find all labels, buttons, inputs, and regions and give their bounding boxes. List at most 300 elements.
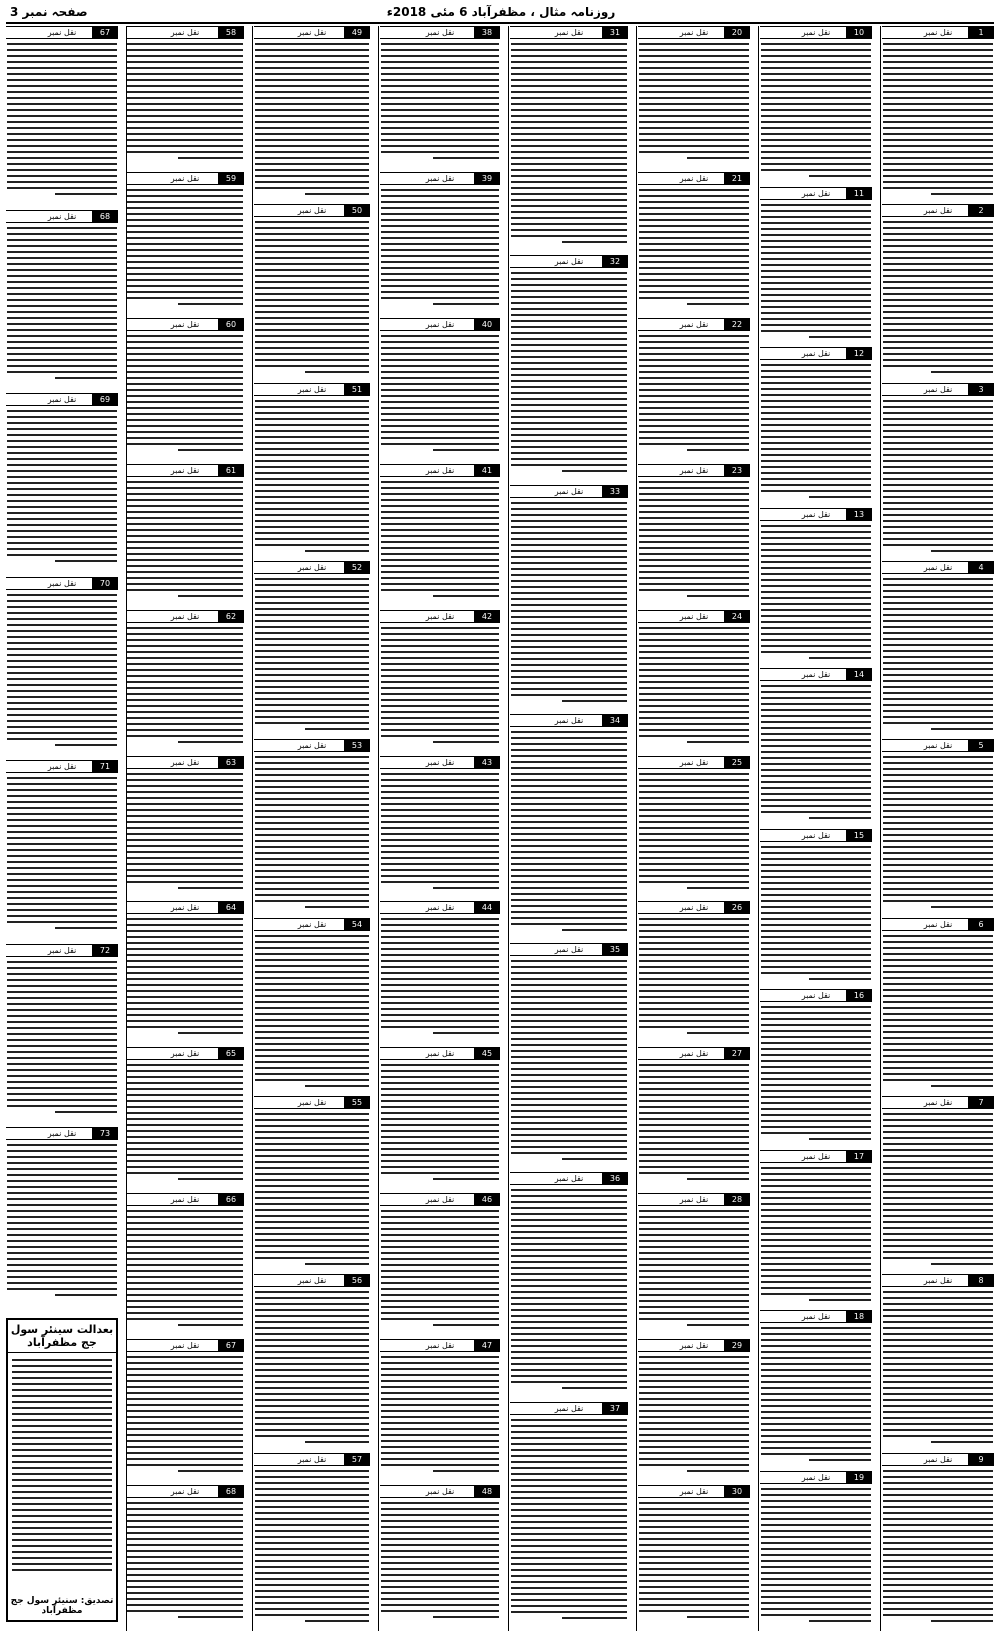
notice-body-text bbox=[638, 769, 750, 889]
notice-body-text bbox=[510, 1415, 628, 1619]
notice-label: نقل نمبر bbox=[923, 28, 953, 37]
notice-block bbox=[126, 464, 244, 607]
notice-body-text bbox=[760, 1163, 872, 1301]
notice-body-text bbox=[126, 39, 244, 159]
notice-number: 9 bbox=[968, 1454, 994, 1465]
notice-label: نقل نمبر bbox=[923, 206, 953, 216]
notice-number: 2 bbox=[968, 205, 994, 216]
notice-body-text bbox=[254, 1466, 370, 1622]
notice-body-text bbox=[254, 39, 370, 195]
notice-body-text bbox=[126, 1206, 244, 1326]
notice-label: نقل نمبر bbox=[297, 1454, 327, 1464]
notice-header bbox=[760, 1150, 872, 1163]
notice-header bbox=[510, 1402, 628, 1415]
notice-number: 29 bbox=[724, 1340, 750, 1351]
column-2 bbox=[760, 26, 872, 1631]
notice-header bbox=[254, 1453, 370, 1466]
notice-label: نقل نمبر bbox=[923, 384, 953, 394]
column-rule bbox=[252, 26, 253, 1631]
notice-body-text bbox=[126, 1498, 244, 1618]
notice-body-text bbox=[760, 1002, 872, 1140]
notice-body-text bbox=[380, 1352, 500, 1472]
notice-label: نقل نمبر bbox=[554, 257, 584, 267]
notice-header bbox=[380, 1485, 500, 1498]
notice-block bbox=[380, 26, 500, 169]
notice-body-text bbox=[126, 914, 244, 1034]
notice-label: نقل نمبر bbox=[425, 611, 455, 621]
notice-body-text bbox=[882, 574, 994, 730]
notice-block bbox=[638, 756, 750, 899]
notice-header bbox=[254, 26, 370, 39]
notice-header bbox=[6, 210, 118, 223]
notice-number: 4 bbox=[968, 562, 994, 573]
notice-block bbox=[638, 26, 750, 169]
notice-header bbox=[380, 464, 500, 477]
notice-label: نقل نمبر bbox=[170, 173, 200, 183]
notice-body-text bbox=[380, 477, 500, 597]
notice-number: 21 bbox=[724, 173, 750, 184]
notice-label: نقل نمبر bbox=[679, 611, 709, 621]
notice-label: نقل نمبر bbox=[170, 611, 200, 621]
notice-body-text bbox=[6, 1140, 118, 1296]
masthead-title: روزنامہ مثال ، مظفرآباد 6 مئی 2018ء bbox=[386, 5, 616, 19]
notice-block bbox=[510, 943, 628, 1169]
notice-body-text bbox=[882, 1466, 994, 1622]
notice-block bbox=[254, 739, 370, 914]
notice-number: 18 bbox=[846, 1311, 872, 1322]
notice-number: 63 bbox=[218, 757, 244, 768]
notice-block bbox=[638, 464, 750, 607]
notice-body-text bbox=[254, 217, 370, 373]
notice-block bbox=[638, 1193, 750, 1336]
column-rule bbox=[880, 26, 881, 1631]
notice-header bbox=[254, 739, 370, 752]
notice-block bbox=[882, 561, 994, 736]
notice-label: نقل نمبر bbox=[679, 903, 709, 913]
notice-block bbox=[254, 1096, 370, 1271]
notice-body-text bbox=[638, 1352, 750, 1472]
notice-header bbox=[638, 318, 750, 331]
notice-block bbox=[760, 508, 872, 666]
notice-header bbox=[760, 989, 872, 1002]
notice-header bbox=[380, 1193, 500, 1206]
notice-number: 17 bbox=[846, 1151, 872, 1162]
notice-block bbox=[380, 172, 500, 315]
notice-block bbox=[760, 989, 872, 1147]
notice-body-text bbox=[882, 217, 994, 373]
notice-label: نقل نمبر bbox=[425, 1195, 455, 1205]
column-3 bbox=[638, 26, 750, 1631]
notice-label: نقل نمبر bbox=[47, 395, 77, 405]
notice-block bbox=[380, 318, 500, 461]
notice-header bbox=[882, 561, 994, 574]
notice-header bbox=[510, 26, 628, 39]
notice-header bbox=[6, 393, 118, 406]
notice-block bbox=[6, 393, 118, 574]
notice-block bbox=[882, 739, 994, 914]
notice-label: نقل نمبر bbox=[47, 578, 77, 588]
page-number: صفحہ نمبر 3 bbox=[10, 5, 88, 19]
notice-block bbox=[254, 26, 370, 201]
notice-number: 49 bbox=[344, 27, 370, 38]
notice-number: 25 bbox=[724, 757, 750, 768]
notice-block bbox=[882, 1453, 994, 1628]
notice-block bbox=[6, 1127, 118, 1308]
notice-block bbox=[760, 187, 872, 345]
notice-label: نقل نمبر bbox=[923, 1454, 953, 1464]
notice-number: 13 bbox=[846, 509, 872, 520]
notice-block bbox=[760, 829, 872, 987]
notice-block bbox=[510, 1172, 628, 1398]
notice-body-text bbox=[254, 396, 370, 552]
notice-body-text bbox=[760, 842, 872, 980]
notice-body-text bbox=[882, 39, 994, 195]
notice-body-text bbox=[638, 39, 750, 159]
notice-label: نقل نمبر bbox=[679, 1195, 709, 1205]
notice-body-text bbox=[638, 623, 750, 743]
column-rule bbox=[378, 26, 379, 1631]
notice-block bbox=[882, 204, 994, 379]
notice-header bbox=[510, 1172, 628, 1185]
notice-label: نقل نمبر bbox=[801, 1472, 831, 1482]
notice-header bbox=[638, 610, 750, 623]
notice-header bbox=[882, 1453, 994, 1466]
notice-header bbox=[126, 172, 244, 185]
notice-block bbox=[126, 172, 244, 315]
notice-label: نقل نمبر bbox=[801, 1312, 831, 1321]
court-notice-signature: تصدیق: سنیئر سول جج مظفرآباد bbox=[10, 1596, 114, 1616]
notice-label: نقل نمبر bbox=[679, 173, 709, 183]
notice-header bbox=[760, 187, 872, 200]
notice-block bbox=[760, 668, 872, 826]
notice-header bbox=[760, 668, 872, 681]
notice-label: نقل نمبر bbox=[425, 757, 455, 767]
notice-header bbox=[254, 1096, 370, 1109]
notice-label: نقل نمبر bbox=[801, 28, 831, 37]
notice-body-text bbox=[380, 331, 500, 451]
notice-body-text bbox=[510, 956, 628, 1160]
notice-body-text bbox=[510, 498, 628, 702]
notice-label: نقل نمبر bbox=[923, 919, 953, 929]
notice-number: 10 bbox=[846, 27, 872, 38]
notice-number: 24 bbox=[724, 611, 750, 622]
notice-header bbox=[760, 26, 872, 39]
notice-label: نقل نمبر bbox=[297, 384, 327, 394]
notice-block bbox=[510, 485, 628, 711]
notice-body-text bbox=[126, 623, 244, 743]
notice-body-text bbox=[760, 39, 872, 177]
notice-number: 47 bbox=[474, 1340, 500, 1351]
notice-number: 58 bbox=[218, 27, 244, 38]
notice-number: 3 bbox=[968, 384, 994, 395]
notice-body-text bbox=[638, 477, 750, 597]
notice-label: نقل نمبر bbox=[679, 465, 709, 475]
notice-number: 64 bbox=[218, 902, 244, 913]
notice-label: نقل نمبر bbox=[170, 757, 200, 767]
notice-label: نقل نمبر bbox=[554, 486, 584, 496]
notice-header bbox=[882, 26, 994, 39]
notice-label: نقل نمبر bbox=[554, 1403, 584, 1413]
notice-block bbox=[6, 26, 118, 207]
notice-number: 44 bbox=[474, 902, 500, 913]
notice-header bbox=[638, 1047, 750, 1060]
notice-number: 1 bbox=[968, 27, 994, 38]
notice-body-text bbox=[760, 1323, 872, 1461]
notice-header bbox=[126, 1193, 244, 1206]
notice-number: 34 bbox=[602, 715, 628, 726]
notice-label: نقل نمبر bbox=[297, 206, 327, 216]
notice-number: 68 bbox=[218, 1486, 244, 1497]
notice-number: 16 bbox=[846, 990, 872, 1001]
notice-number: 48 bbox=[474, 1486, 500, 1497]
notice-label: نقل نمبر bbox=[170, 1049, 200, 1059]
notice-label: نقل نمبر bbox=[47, 211, 77, 221]
notice-block bbox=[882, 918, 994, 1093]
notice-number: 70 bbox=[92, 578, 118, 589]
notice-body-text bbox=[126, 185, 244, 305]
notice-block bbox=[638, 318, 750, 461]
notice-number: 23 bbox=[724, 465, 750, 476]
notice-label: نقل نمبر bbox=[679, 757, 709, 767]
notice-header bbox=[6, 944, 118, 957]
notice-header bbox=[638, 1339, 750, 1352]
notice-label: نقل نمبر bbox=[923, 741, 953, 751]
notice-label: نقل نمبر bbox=[297, 1098, 327, 1107]
notice-block bbox=[6, 577, 118, 758]
notice-header bbox=[760, 347, 872, 360]
notice-body-text bbox=[254, 931, 370, 1087]
notice-header bbox=[760, 1471, 872, 1484]
notice-block bbox=[760, 1150, 872, 1308]
notice-header bbox=[6, 1127, 118, 1140]
notice-body-text bbox=[126, 477, 244, 597]
notice-label: نقل نمبر bbox=[679, 319, 709, 329]
notice-number: 65 bbox=[218, 1048, 244, 1059]
notice-block bbox=[126, 901, 244, 1044]
notice-number: 37 bbox=[602, 1403, 628, 1414]
notice-header bbox=[638, 901, 750, 914]
notice-block bbox=[126, 318, 244, 461]
notice-header bbox=[510, 485, 628, 498]
notice-header bbox=[380, 901, 500, 914]
notice-header bbox=[380, 756, 500, 769]
notice-header bbox=[882, 383, 994, 396]
notice-header bbox=[6, 26, 118, 39]
notice-header bbox=[126, 1339, 244, 1352]
notice-body-text bbox=[380, 914, 500, 1034]
notice-label: نقل نمبر bbox=[297, 28, 327, 37]
notice-body-text bbox=[510, 1185, 628, 1389]
court-notice-body bbox=[8, 1353, 116, 1581]
notice-block bbox=[380, 1193, 500, 1336]
notice-number: 53 bbox=[344, 740, 370, 751]
notice-number: 7 bbox=[968, 1097, 994, 1108]
notice-label: نقل نمبر bbox=[170, 1195, 200, 1205]
notice-block bbox=[6, 760, 118, 941]
notice-block bbox=[882, 1274, 994, 1449]
notice-block bbox=[126, 26, 244, 169]
notice-number: 69 bbox=[92, 394, 118, 405]
notice-label: نقل نمبر bbox=[801, 991, 831, 1000]
notice-label: نقل نمبر bbox=[297, 741, 327, 751]
notice-number: 52 bbox=[344, 562, 370, 573]
notice-header bbox=[638, 26, 750, 39]
notice-header bbox=[510, 714, 628, 727]
notice-label: نقل نمبر bbox=[801, 1151, 831, 1161]
notice-block bbox=[760, 347, 872, 505]
notice-block bbox=[254, 204, 370, 379]
notice-header bbox=[380, 26, 500, 39]
notice-body-text bbox=[254, 574, 370, 730]
notice-block bbox=[380, 610, 500, 753]
notice-body-text bbox=[380, 1206, 500, 1326]
notice-block bbox=[510, 714, 628, 940]
notice-body-text bbox=[6, 773, 118, 929]
notice-number: 41 bbox=[474, 465, 500, 476]
notice-block bbox=[254, 1453, 370, 1628]
notice-number: 11 bbox=[846, 188, 872, 199]
notice-number: 33 bbox=[602, 486, 628, 497]
notice-block bbox=[254, 1274, 370, 1449]
notice-header bbox=[760, 508, 872, 521]
notice-body-text bbox=[760, 681, 872, 819]
notice-label: نقل نمبر bbox=[425, 173, 455, 183]
notice-block bbox=[254, 383, 370, 558]
notice-label: نقل نمبر bbox=[47, 28, 77, 37]
notice-number: 31 bbox=[602, 27, 628, 38]
notice-label: نقل نمبر bbox=[801, 830, 831, 840]
notice-block bbox=[638, 1339, 750, 1482]
notice-number: 38 bbox=[474, 27, 500, 38]
notice-body-text bbox=[126, 1060, 244, 1180]
notice-number: 14 bbox=[846, 669, 872, 680]
notice-body-text bbox=[760, 200, 872, 338]
notice-label: نقل نمبر bbox=[170, 1487, 200, 1497]
notice-body-text bbox=[760, 360, 872, 498]
notice-header bbox=[254, 383, 370, 396]
notice-block bbox=[380, 1047, 500, 1190]
notice-number: 54 bbox=[344, 919, 370, 930]
notice-label: نقل نمبر bbox=[425, 1049, 455, 1059]
notice-block bbox=[638, 172, 750, 315]
notice-label: نقل نمبر bbox=[170, 903, 200, 913]
notice-body-text bbox=[6, 39, 118, 195]
notice-label: نقل نمبر bbox=[297, 1276, 327, 1286]
notice-block bbox=[638, 901, 750, 1044]
notice-label: نقل نمبر bbox=[425, 28, 455, 37]
notice-header bbox=[760, 829, 872, 842]
notice-number: 67 bbox=[218, 1340, 244, 1351]
notice-number: 55 bbox=[344, 1097, 370, 1108]
notice-number: 51 bbox=[344, 384, 370, 395]
notice-header bbox=[510, 255, 628, 268]
notice-label: نقل نمبر bbox=[170, 1341, 200, 1351]
notice-header bbox=[882, 918, 994, 931]
notice-body-text bbox=[510, 727, 628, 931]
column-4 bbox=[510, 26, 628, 1631]
notice-number: 68 bbox=[92, 211, 118, 222]
notice-label: نقل نمبر bbox=[679, 1487, 709, 1497]
notice-number: 12 bbox=[846, 348, 872, 359]
notice-label: نقل نمبر bbox=[554, 715, 584, 725]
notice-header bbox=[6, 577, 118, 590]
notice-block bbox=[126, 610, 244, 753]
notice-body-text bbox=[882, 1287, 994, 1443]
notice-label: نقل نمبر bbox=[554, 1174, 584, 1184]
notice-header bbox=[254, 561, 370, 574]
column-1 bbox=[882, 26, 994, 1631]
column-rule bbox=[508, 26, 509, 1631]
notice-body-text bbox=[638, 1060, 750, 1180]
notice-body-text bbox=[638, 331, 750, 451]
notice-label: نقل نمبر bbox=[425, 903, 455, 913]
notice-number: 62 bbox=[218, 611, 244, 622]
notice-number: 59 bbox=[218, 173, 244, 184]
notice-block bbox=[638, 1485, 750, 1628]
notice-number: 5 bbox=[968, 740, 994, 751]
notice-body-text bbox=[126, 1352, 244, 1472]
notice-header bbox=[380, 1047, 500, 1060]
notice-number: 20 bbox=[724, 27, 750, 38]
notice-header bbox=[380, 318, 500, 331]
notice-block bbox=[510, 255, 628, 481]
newspaper-page bbox=[6, 4, 994, 1631]
notice-number: 32 bbox=[602, 256, 628, 267]
notice-block bbox=[882, 1096, 994, 1271]
notice-header bbox=[380, 172, 500, 185]
notice-header bbox=[380, 1339, 500, 1352]
notice-number: 60 bbox=[218, 319, 244, 330]
column-5 bbox=[380, 26, 500, 1631]
column-7 bbox=[126, 26, 244, 1631]
notice-header bbox=[638, 756, 750, 769]
notice-header bbox=[380, 610, 500, 623]
notice-body-text bbox=[6, 590, 118, 746]
notice-header bbox=[882, 204, 994, 217]
notice-label: نقل نمبر bbox=[425, 1341, 455, 1351]
notice-number: 39 bbox=[474, 173, 500, 184]
notice-number: 46 bbox=[474, 1194, 500, 1205]
notice-number: 45 bbox=[474, 1048, 500, 1059]
notice-block bbox=[510, 1402, 628, 1628]
notice-number: 72 bbox=[92, 945, 118, 956]
notice-number: 30 bbox=[724, 1486, 750, 1497]
notice-header bbox=[638, 1193, 750, 1206]
notice-block bbox=[638, 610, 750, 753]
notice-block bbox=[510, 26, 628, 252]
notice-label: نقل نمبر bbox=[47, 1129, 77, 1139]
notice-label: نقل نمبر bbox=[170, 28, 200, 37]
notice-number: 50 bbox=[344, 205, 370, 216]
notice-body-text bbox=[380, 769, 500, 889]
notice-body-text bbox=[882, 931, 994, 1087]
notice-body-text bbox=[380, 185, 500, 305]
notice-label: نقل نمبر bbox=[801, 349, 831, 358]
notice-block bbox=[254, 918, 370, 1093]
notice-label: نقل نمبر bbox=[801, 188, 831, 198]
notice-number: 19 bbox=[846, 1472, 872, 1483]
notice-number: 36 bbox=[602, 1173, 628, 1184]
page-header bbox=[6, 4, 994, 24]
notice-label: نقل نمبر bbox=[679, 1341, 709, 1351]
notice-number: 56 bbox=[344, 1275, 370, 1286]
notice-header bbox=[882, 1274, 994, 1287]
notice-block bbox=[380, 901, 500, 1044]
notice-block bbox=[126, 1339, 244, 1482]
notice-label: نقل نمبر bbox=[923, 1098, 953, 1107]
notice-number: 67 bbox=[92, 27, 118, 38]
column-6 bbox=[254, 26, 370, 1631]
